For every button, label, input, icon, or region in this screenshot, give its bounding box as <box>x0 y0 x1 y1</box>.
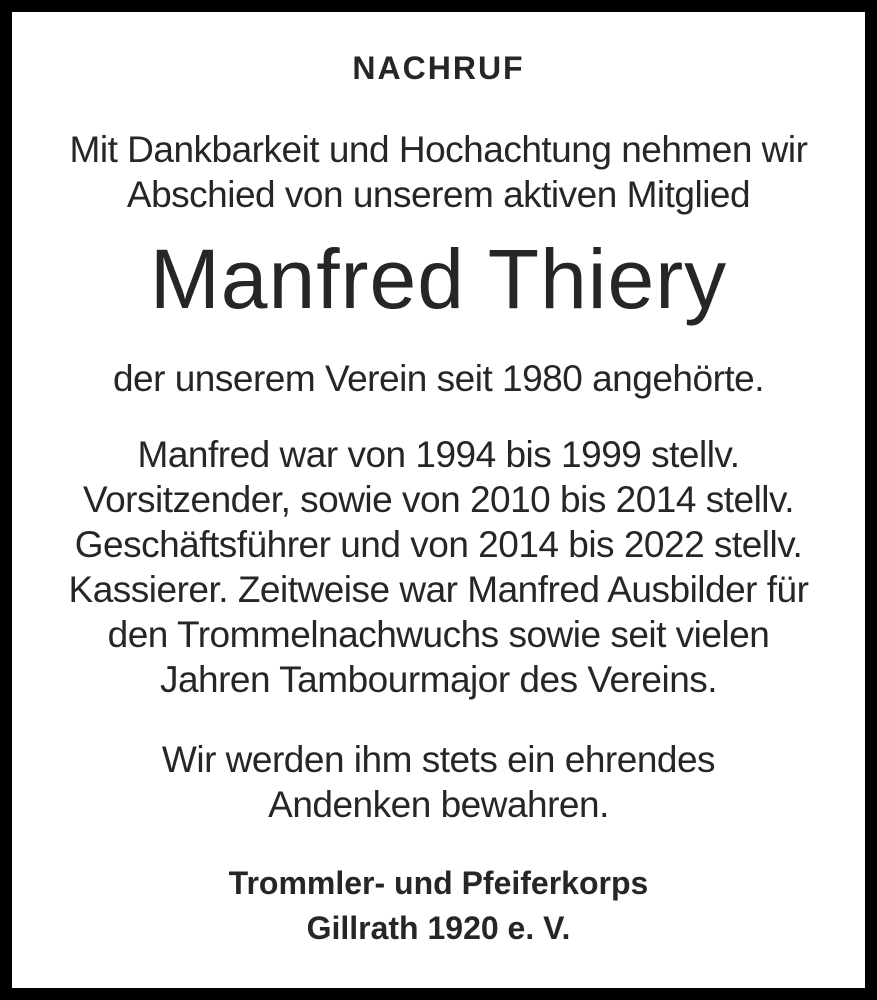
bio-line: Jahren Tambourmajor des Vereins. <box>159 659 718 700</box>
intro-line: Mit Dankbarkeit und Hochachtung nehmen wir <box>69 129 808 170</box>
bio-line: Kassierer. Zeitweise war Manfred Ausbilder für <box>68 569 809 610</box>
membership-line: der unserem Verein seit 1980 angehörte. <box>112 358 765 399</box>
signature-block <box>12 861 865 951</box>
signature-organization-location: Gillrath 1920 e. V. <box>306 910 571 946</box>
closing-paragraph <box>12 737 865 827</box>
bio-line: Geschäftsführer und von 2014 bis 2022 stellv. <box>74 524 803 565</box>
closing-line: Wir werden ihm stets ein ehrendes <box>161 739 716 780</box>
obituary-content <box>12 48 865 951</box>
bio-paragraph <box>12 432 865 702</box>
bio-line: Vorsitzender, sowie von 2010 bis 2014 stellv. <box>82 479 795 520</box>
bio-line: den Trommelnachwuchs sowie seit vielen <box>107 614 770 655</box>
notice-title: NACHRUF <box>352 50 525 86</box>
membership-paragraph <box>12 356 865 401</box>
signature-organization: Trommler- und Pfeiferkorps <box>228 865 649 901</box>
closing-line: Andenken bewahren. <box>268 784 609 825</box>
intro-line: Abschied von unserem aktiven Mitglied <box>126 174 751 215</box>
bio-line: Manfred war von 1994 bis 1999 stellv. <box>137 434 740 475</box>
intro-paragraph <box>12 127 865 217</box>
deceased-name: Manfred Thiery <box>149 232 728 326</box>
